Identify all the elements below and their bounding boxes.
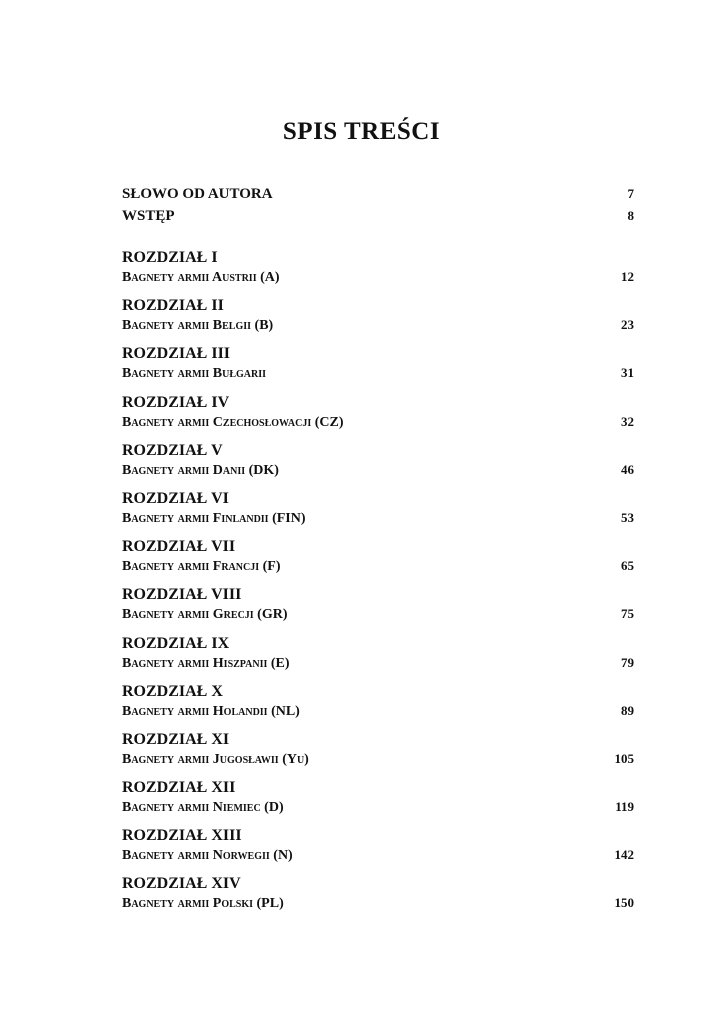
page-title: SPIS TREŚCI: [282, 118, 441, 145]
chapter-line: [122, 316, 634, 335]
chapter-line: [122, 557, 634, 576]
chapter-line: [122, 509, 634, 528]
toc-chapter-10: [122, 682, 634, 730]
chapter-heading: ROZDZIAŁ I: [122, 249, 218, 266]
chapter-title: Bagnety armii Hiszpanii (E): [122, 655, 290, 671]
toc-chapter-11: [122, 730, 634, 778]
chapter-title: Bagnety armii Finlandii (FIN): [122, 510, 306, 526]
toc-entry-label: SŁOWO OD AUTORA: [122, 186, 273, 202]
toc-chapter-4: [122, 393, 634, 441]
chapter-heading: ROZDZIAŁ XII: [122, 779, 236, 797]
chapter-title: Bagnety armii Grecji (GR): [122, 607, 288, 623]
chapter-heading: ROZDZIAŁ VIII: [122, 586, 242, 604]
chapter-line: [122, 846, 634, 865]
chapter-line: [122, 894, 634, 913]
chapter-title: Bagnety armii Danii (DK): [122, 462, 279, 478]
toc-chapter-12: [122, 778, 634, 826]
toc-chapter-14: [122, 874, 634, 922]
chapter-heading: ROZDZIAŁ XIII: [122, 827, 242, 845]
chapter-heading: ROZDZIAŁ X: [122, 682, 223, 700]
spacer: [122, 230, 634, 248]
chapter-title: Bagnety armii Francji (F): [122, 559, 281, 575]
toc-page-number: 7: [627, 186, 634, 201]
chapter-line: [122, 364, 634, 383]
toc-page-number: 142: [614, 847, 634, 863]
chapter-title: Bagnety armii Czechosłowacji (CZ): [122, 414, 344, 430]
chapter-heading: ROZDZIAŁ IV: [122, 393, 230, 411]
toc-page-number: 46: [621, 461, 634, 477]
toc-page-number: 8: [627, 208, 634, 223]
toc-page-number: 119: [615, 799, 634, 815]
chapter-line: [122, 654, 634, 673]
chapter-heading: ROZDZIAŁ VII: [122, 538, 236, 556]
chapter-heading: ROZDZIAŁ VI: [122, 489, 229, 507]
chapter-line: [122, 605, 634, 624]
toc-page-number: 150: [614, 895, 634, 911]
chapter-heading: ROZDZIAŁ II: [122, 297, 224, 315]
chapter-title: Bagnety armii Belgii (B): [122, 318, 274, 334]
toc-chapter-8: [122, 585, 634, 633]
chapter-title: Bagnety armii Niemiec (D): [122, 800, 284, 816]
toc-chapter-9: [122, 634, 634, 682]
table-of-contents: [122, 186, 634, 923]
chapter-line: [122, 750, 634, 769]
chapter-heading: ROZDZIAŁ V: [122, 441, 223, 459]
toc-chapter-6: [122, 489, 634, 537]
toc-page-number: 53: [621, 509, 634, 525]
chapter-heading: ROZDZIAŁ XI: [122, 730, 230, 748]
toc-page-number: 31: [621, 365, 634, 381]
chapter-heading: ROZDZIAŁ XIV: [122, 875, 241, 893]
toc-page-number: 65: [621, 558, 634, 574]
toc-chapter-2: [122, 296, 634, 344]
toc-page-number: 105: [614, 750, 634, 766]
chapter-line: [122, 702, 634, 721]
toc-page-number: 75: [621, 606, 634, 622]
toc-chapter-13: [122, 826, 634, 874]
toc-chapter-1: [122, 248, 634, 296]
chapter-title: Bagnety armii Polski (PL): [122, 896, 284, 912]
chapter-line: [122, 413, 634, 432]
toc-page-number: 89: [621, 702, 634, 718]
toc-entry-introduction: [122, 208, 634, 230]
toc-page-number: 32: [621, 413, 634, 429]
toc-chapter-7: [122, 537, 634, 585]
toc-chapter-3: [122, 344, 634, 392]
chapter-line: [122, 798, 634, 817]
chapter-title: Bagnety armii Jugosławii (Yu): [122, 751, 309, 767]
chapter-heading: ROZDZIAŁ IX: [122, 634, 230, 652]
toc-page-number: 79: [621, 654, 634, 670]
toc-page-number: 23: [621, 317, 634, 333]
toc-entry-author-note: [122, 186, 634, 208]
chapter-title: Bagnety armii Bułgarii: [122, 366, 267, 382]
toc-chapter-5: [122, 441, 634, 489]
chapter-line: [122, 268, 634, 287]
chapter-heading: ROZDZIAŁ III: [122, 345, 231, 363]
toc-page-number: 12: [621, 269, 634, 284]
chapter-line: [122, 461, 634, 480]
chapter-title: Bagnety armii Norwegii (N): [122, 848, 293, 864]
chapter-title: Bagnety armii Holandii (NL): [122, 703, 300, 719]
toc-entry-label: WSTĘP: [122, 208, 175, 224]
chapter-title: Bagnety armii Austrii (A): [122, 270, 280, 285]
